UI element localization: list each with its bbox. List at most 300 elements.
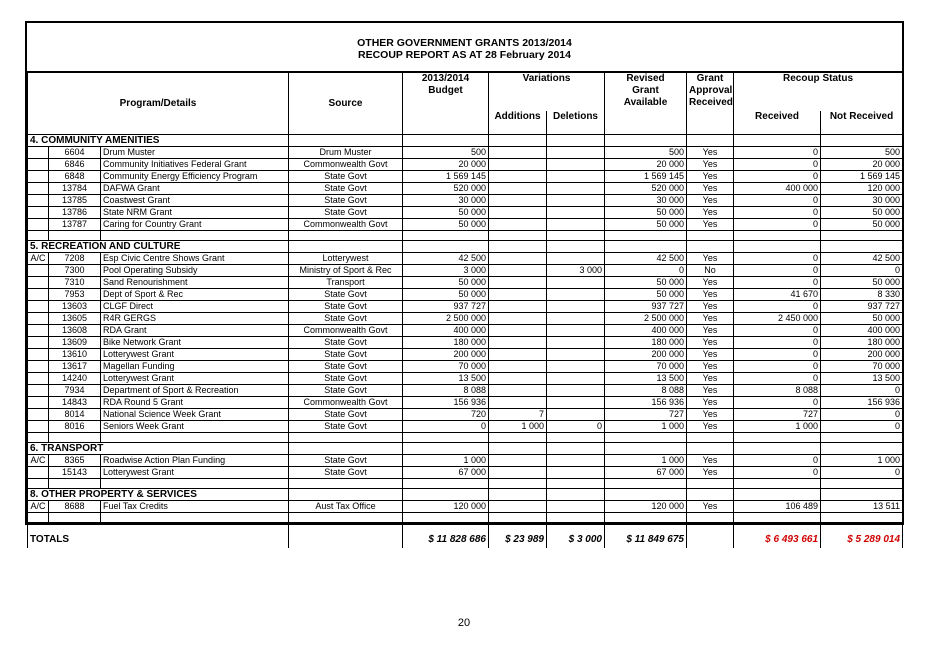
empty-cell bbox=[49, 513, 101, 523]
empty-cell bbox=[489, 489, 547, 501]
program-name: R4R GERGS bbox=[101, 313, 289, 325]
empty-cell bbox=[489, 135, 547, 147]
empty-cell bbox=[821, 433, 903, 443]
empty-cell bbox=[101, 479, 289, 489]
empty-cell bbox=[687, 135, 734, 147]
empty-cell bbox=[547, 241, 605, 253]
not-received-value: 0 bbox=[821, 409, 903, 421]
header-not-received: Not Received bbox=[821, 111, 903, 135]
empty-cell bbox=[605, 135, 687, 147]
approval-status: Yes bbox=[687, 289, 734, 301]
account-code: 13786 bbox=[49, 207, 101, 219]
grant-source: Lotterywest bbox=[289, 253, 403, 265]
received-value: 0 bbox=[734, 265, 821, 277]
account-prefix bbox=[28, 147, 49, 159]
not-received-value: 30 000 bbox=[821, 195, 903, 207]
received-value: 41 670 bbox=[734, 289, 821, 301]
grant-source: Aust Tax Office bbox=[289, 501, 403, 513]
account-code: 13617 bbox=[49, 361, 101, 373]
not-received-value: 50 000 bbox=[821, 207, 903, 219]
approval-status: Yes bbox=[687, 207, 734, 219]
additions-value bbox=[489, 301, 547, 313]
account-prefix bbox=[28, 159, 49, 171]
approval-status: Yes bbox=[687, 501, 734, 513]
section-title: 6. TRANSPORT bbox=[28, 443, 289, 455]
account-prefix bbox=[28, 171, 49, 183]
budget-value: 50 000 bbox=[403, 219, 489, 231]
not-received-value: 500 bbox=[821, 147, 903, 159]
budget-value: 520 000 bbox=[403, 183, 489, 195]
deletions-value bbox=[547, 349, 605, 361]
grant-source: State Govt bbox=[289, 313, 403, 325]
received-value: 0 bbox=[734, 373, 821, 385]
received-value: 0 bbox=[734, 325, 821, 337]
empty-cell bbox=[289, 135, 403, 147]
total-received: $ 6 493 661 bbox=[734, 523, 821, 549]
grant-source: State Govt bbox=[289, 421, 403, 433]
revised-value: 50 000 bbox=[605, 289, 687, 301]
empty-cell bbox=[403, 433, 489, 443]
additions-value bbox=[489, 313, 547, 325]
empty-cell bbox=[489, 479, 547, 489]
empty-cell bbox=[489, 231, 547, 241]
grant-source: State Govt bbox=[289, 385, 403, 397]
program-name: Lotterywest Grant bbox=[101, 373, 289, 385]
additions-value bbox=[489, 195, 547, 207]
not-received-value: 8 330 bbox=[821, 289, 903, 301]
grant-source: Ministry of Sport & Rec bbox=[289, 265, 403, 277]
revised-value: 500 bbox=[605, 147, 687, 159]
account-code: 8016 bbox=[49, 421, 101, 433]
spacer-row bbox=[28, 479, 903, 489]
header-additions: Additions bbox=[489, 111, 547, 135]
received-value: 0 bbox=[734, 195, 821, 207]
account-prefix: A/C bbox=[28, 253, 49, 265]
revised-value: 70 000 bbox=[605, 361, 687, 373]
received-value: 0 bbox=[734, 455, 821, 467]
revised-value: 20 000 bbox=[605, 159, 687, 171]
empty-cell bbox=[289, 241, 403, 253]
table-row bbox=[28, 171, 903, 183]
spacer-row bbox=[28, 433, 903, 443]
grant-source: State Govt bbox=[289, 373, 403, 385]
revised-value: 200 000 bbox=[605, 349, 687, 361]
approval-status: Yes bbox=[687, 361, 734, 373]
account-prefix bbox=[28, 183, 49, 195]
empty-cell bbox=[49, 433, 101, 443]
table-row bbox=[28, 455, 903, 467]
empty-cell bbox=[821, 135, 903, 147]
deletions-value bbox=[547, 171, 605, 183]
approval-status: Yes bbox=[687, 277, 734, 289]
table-row bbox=[28, 183, 903, 195]
not-received-value: 0 bbox=[821, 421, 903, 433]
account-code: 7310 bbox=[49, 277, 101, 289]
revised-value: 156 936 bbox=[605, 397, 687, 409]
empty-cell bbox=[687, 513, 734, 523]
report-frame bbox=[25, 21, 904, 545]
empty-cell bbox=[605, 443, 687, 455]
grant-source: State Govt bbox=[289, 349, 403, 361]
not-received-value: 0 bbox=[821, 467, 903, 479]
revised-value: 67 000 bbox=[605, 467, 687, 479]
budget-value: 50 000 bbox=[403, 289, 489, 301]
additions-value bbox=[489, 159, 547, 171]
table-row bbox=[28, 147, 903, 159]
account-code: 6846 bbox=[49, 159, 101, 171]
budget-value: 500 bbox=[403, 147, 489, 159]
approval-status: No bbox=[687, 265, 734, 277]
not-received-value: 180 000 bbox=[821, 337, 903, 349]
additions-value bbox=[489, 289, 547, 301]
additions-value bbox=[489, 253, 547, 265]
additions-value bbox=[489, 183, 547, 195]
empty-cell bbox=[547, 135, 605, 147]
section-header-row bbox=[28, 241, 903, 253]
grant-source: Commonwealth Govt bbox=[289, 159, 403, 171]
total-revised: $ 11 849 675 bbox=[605, 523, 687, 549]
grant-source: State Govt bbox=[289, 467, 403, 479]
grant-source: State Govt bbox=[289, 337, 403, 349]
account-prefix bbox=[28, 361, 49, 373]
account-code: 8688 bbox=[49, 501, 101, 513]
empty-cell bbox=[403, 479, 489, 489]
deletions-value bbox=[547, 397, 605, 409]
revised-value: 50 000 bbox=[605, 219, 687, 231]
program-name: CLGF Direct bbox=[101, 301, 289, 313]
additions-value bbox=[489, 373, 547, 385]
table-row bbox=[28, 385, 903, 397]
empty-cell bbox=[605, 241, 687, 253]
budget-value: 720 bbox=[403, 409, 489, 421]
approval-status: Yes bbox=[687, 337, 734, 349]
program-name: Dept of Sport & Rec bbox=[101, 289, 289, 301]
empty-cell bbox=[403, 231, 489, 241]
table-row bbox=[28, 253, 903, 265]
budget-value: 1 000 bbox=[403, 455, 489, 467]
grant-source: State Govt bbox=[289, 289, 403, 301]
budget-value: 8 088 bbox=[403, 385, 489, 397]
deletions-value bbox=[547, 195, 605, 207]
account-code: 13784 bbox=[49, 183, 101, 195]
deletions-value bbox=[547, 159, 605, 171]
grant-source: Commonwealth Govt bbox=[289, 219, 403, 231]
table-row bbox=[28, 301, 903, 313]
empty-cell bbox=[605, 513, 687, 523]
deletions-value bbox=[547, 301, 605, 313]
revised-value: 0 bbox=[605, 265, 687, 277]
budget-value: 20 000 bbox=[403, 159, 489, 171]
not-received-value: 156 936 bbox=[821, 397, 903, 409]
approval-status: Yes bbox=[687, 385, 734, 397]
account-code: 13605 bbox=[49, 313, 101, 325]
account-code: 13787 bbox=[49, 219, 101, 231]
deletions-value bbox=[547, 409, 605, 421]
header-approval: Grant Approval Received bbox=[687, 73, 734, 135]
additions-value bbox=[489, 397, 547, 409]
table-row bbox=[28, 195, 903, 207]
total-deletions: $ 3 000 bbox=[547, 523, 605, 549]
budget-value: 42 500 bbox=[403, 253, 489, 265]
table-row bbox=[28, 421, 903, 433]
not-received-value: 400 000 bbox=[821, 325, 903, 337]
received-value: 0 bbox=[734, 147, 821, 159]
empty-cell bbox=[489, 513, 547, 523]
account-prefix: A/C bbox=[28, 501, 49, 513]
budget-value: 937 727 bbox=[403, 301, 489, 313]
received-value: 0 bbox=[734, 361, 821, 373]
section-header-row bbox=[28, 135, 903, 147]
budget-value: 400 000 bbox=[403, 325, 489, 337]
deletions-value bbox=[547, 337, 605, 349]
empty-cell bbox=[547, 489, 605, 501]
budget-value: 3 000 bbox=[403, 265, 489, 277]
not-received-value: 42 500 bbox=[821, 253, 903, 265]
empty-cell bbox=[547, 433, 605, 443]
received-value: 0 bbox=[734, 397, 821, 409]
program-name: Community Energy Efficiency Program bbox=[101, 171, 289, 183]
header-variations: Variations bbox=[489, 73, 605, 111]
empty-cell bbox=[687, 523, 734, 549]
account-code: 8014 bbox=[49, 409, 101, 421]
budget-value: 1 569 145 bbox=[403, 171, 489, 183]
program-name: Department of Sport & Recreation bbox=[101, 385, 289, 397]
table-row bbox=[28, 373, 903, 385]
account-prefix bbox=[28, 325, 49, 337]
empty-cell bbox=[821, 479, 903, 489]
section-title: 8. OTHER PROPERTY & SERVICES bbox=[28, 489, 289, 501]
additions-value bbox=[489, 349, 547, 361]
revised-value: 520 000 bbox=[605, 183, 687, 195]
table-row bbox=[28, 265, 903, 277]
deletions-value bbox=[547, 313, 605, 325]
empty-cell bbox=[28, 513, 49, 523]
not-received-value: 0 bbox=[821, 265, 903, 277]
total-not-received: $ 5 289 014 bbox=[821, 523, 903, 549]
account-prefix bbox=[28, 373, 49, 385]
empty-cell bbox=[289, 489, 403, 501]
table-row bbox=[28, 159, 903, 171]
spacer-row bbox=[28, 231, 903, 241]
account-prefix bbox=[28, 207, 49, 219]
budget-value: 200 000 bbox=[403, 349, 489, 361]
account-code: 7934 bbox=[49, 385, 101, 397]
program-name: Seniors Week Grant bbox=[101, 421, 289, 433]
empty-cell bbox=[734, 241, 821, 253]
approval-status: Yes bbox=[687, 397, 734, 409]
empty-cell bbox=[28, 231, 49, 241]
approval-status: Yes bbox=[687, 159, 734, 171]
empty-cell bbox=[547, 513, 605, 523]
additions-value bbox=[489, 361, 547, 373]
received-value: 727 bbox=[734, 409, 821, 421]
approval-status: Yes bbox=[687, 373, 734, 385]
empty-cell bbox=[605, 479, 687, 489]
empty-cell bbox=[289, 523, 403, 549]
revised-value: 1 000 bbox=[605, 421, 687, 433]
program-name: RDA Round 5 Grant bbox=[101, 397, 289, 409]
received-value: 0 bbox=[734, 171, 821, 183]
account-code: 15143 bbox=[49, 467, 101, 479]
grant-source: State Govt bbox=[289, 301, 403, 313]
additions-value bbox=[489, 337, 547, 349]
empty-cell bbox=[101, 513, 289, 523]
header-source: Source bbox=[289, 73, 403, 135]
approval-status: Yes bbox=[687, 183, 734, 195]
empty-cell bbox=[403, 135, 489, 147]
not-received-value: 200 000 bbox=[821, 349, 903, 361]
program-name: Lotterywest Grant bbox=[101, 349, 289, 361]
table-row bbox=[28, 337, 903, 349]
revised-value: 1 569 145 bbox=[605, 171, 687, 183]
revised-value: 400 000 bbox=[605, 325, 687, 337]
grant-source: State Govt bbox=[289, 361, 403, 373]
revised-value: 2 500 000 bbox=[605, 313, 687, 325]
totals-label: TOTALS bbox=[28, 523, 289, 549]
approval-status: Yes bbox=[687, 313, 734, 325]
account-code: 13603 bbox=[49, 301, 101, 313]
account-code: 7300 bbox=[49, 265, 101, 277]
deletions-value bbox=[547, 325, 605, 337]
table-row bbox=[28, 313, 903, 325]
header-recoup-status: Recoup Status bbox=[734, 73, 903, 111]
program-name: Pool Operating Subsidy bbox=[101, 265, 289, 277]
not-received-value: 50 000 bbox=[821, 277, 903, 289]
deletions-value bbox=[547, 289, 605, 301]
deletions-value bbox=[547, 207, 605, 219]
empty-cell bbox=[403, 513, 489, 523]
totals-row bbox=[28, 523, 903, 549]
additions-value bbox=[489, 501, 547, 513]
empty-cell bbox=[403, 241, 489, 253]
program-name: Coastwest Grant bbox=[101, 195, 289, 207]
deletions-value bbox=[547, 361, 605, 373]
additions-value bbox=[489, 265, 547, 277]
section-title: 4. COMMUNITY AMENITIES bbox=[28, 135, 289, 147]
section-header-row bbox=[28, 489, 903, 501]
budget-value: 67 000 bbox=[403, 467, 489, 479]
empty-cell bbox=[734, 479, 821, 489]
account-prefix bbox=[28, 421, 49, 433]
revised-value: 180 000 bbox=[605, 337, 687, 349]
header-deletions: Deletions bbox=[547, 111, 605, 135]
table-row bbox=[28, 219, 903, 231]
account-code: 13785 bbox=[49, 195, 101, 207]
account-code: 13610 bbox=[49, 349, 101, 361]
account-prefix bbox=[28, 289, 49, 301]
header-received: Received bbox=[734, 111, 821, 135]
empty-cell bbox=[821, 443, 903, 455]
approval-status: Yes bbox=[687, 409, 734, 421]
approval-status: Yes bbox=[687, 349, 734, 361]
program-name: Bike Network Grant bbox=[101, 337, 289, 349]
deletions-value bbox=[547, 467, 605, 479]
account-prefix bbox=[28, 467, 49, 479]
account-prefix bbox=[28, 349, 49, 361]
program-name: National Science Week Grant bbox=[101, 409, 289, 421]
additions-value bbox=[489, 277, 547, 289]
approval-status: Yes bbox=[687, 219, 734, 231]
empty-cell bbox=[28, 479, 49, 489]
received-value: 0 bbox=[734, 467, 821, 479]
account-code: 6604 bbox=[49, 147, 101, 159]
grant-source: Transport bbox=[289, 277, 403, 289]
not-received-value: 13 500 bbox=[821, 373, 903, 385]
grant-source: State Govt bbox=[289, 455, 403, 467]
empty-cell bbox=[605, 231, 687, 241]
received-value: 0 bbox=[734, 349, 821, 361]
revised-value: 13 500 bbox=[605, 373, 687, 385]
additions-value: 1 000 bbox=[489, 421, 547, 433]
empty-cell bbox=[734, 513, 821, 523]
table-row bbox=[28, 207, 903, 219]
deletions-value bbox=[547, 147, 605, 159]
program-name: Fuel Tax Credits bbox=[101, 501, 289, 513]
deletions-value bbox=[547, 501, 605, 513]
additions-value bbox=[489, 147, 547, 159]
received-value: 0 bbox=[734, 207, 821, 219]
grant-source: Commonwealth Govt bbox=[289, 325, 403, 337]
report-subtitle: RECOUP REPORT AS AT 28 February 2014 bbox=[358, 49, 571, 61]
budget-value: 50 000 bbox=[403, 207, 489, 219]
empty-cell bbox=[289, 231, 403, 241]
account-prefix: A/C bbox=[28, 455, 49, 467]
empty-cell bbox=[605, 433, 687, 443]
empty-cell bbox=[403, 443, 489, 455]
empty-cell bbox=[734, 443, 821, 455]
approval-status: Yes bbox=[687, 301, 734, 313]
table-row bbox=[28, 325, 903, 337]
table-row bbox=[28, 501, 903, 513]
deletions-value bbox=[547, 455, 605, 467]
approval-status: Yes bbox=[687, 467, 734, 479]
header-revised: Revised Grant Available bbox=[605, 73, 687, 135]
empty-cell bbox=[289, 513, 403, 523]
account-prefix bbox=[28, 195, 49, 207]
program-name: Sand Renourishment bbox=[101, 277, 289, 289]
approval-status: Yes bbox=[687, 195, 734, 207]
empty-cell bbox=[489, 433, 547, 443]
empty-cell bbox=[289, 479, 403, 489]
received-value: 2 450 000 bbox=[734, 313, 821, 325]
revised-value: 50 000 bbox=[605, 277, 687, 289]
empty-cell bbox=[547, 231, 605, 241]
account-prefix bbox=[28, 219, 49, 231]
revised-value: 50 000 bbox=[605, 207, 687, 219]
empty-cell bbox=[101, 231, 289, 241]
grant-source: State Govt bbox=[289, 183, 403, 195]
program-name: RDA Grant bbox=[101, 325, 289, 337]
not-received-value: 120 000 bbox=[821, 183, 903, 195]
not-received-value: 0 bbox=[821, 385, 903, 397]
deletions-value bbox=[547, 385, 605, 397]
empty-cell bbox=[28, 433, 49, 443]
empty-cell bbox=[734, 135, 821, 147]
empty-cell bbox=[687, 443, 734, 455]
account-code: 14240 bbox=[49, 373, 101, 385]
revised-value: 727 bbox=[605, 409, 687, 421]
approval-status: Yes bbox=[687, 421, 734, 433]
budget-value: 0 bbox=[403, 421, 489, 433]
empty-cell bbox=[687, 433, 734, 443]
empty-cell bbox=[403, 489, 489, 501]
table-row bbox=[28, 397, 903, 409]
grants-table bbox=[27, 72, 903, 548]
deletions-value: 0 bbox=[547, 421, 605, 433]
account-prefix bbox=[28, 277, 49, 289]
budget-value: 50 000 bbox=[403, 277, 489, 289]
program-name: Esp Civic Centre Shows Grant bbox=[101, 253, 289, 265]
